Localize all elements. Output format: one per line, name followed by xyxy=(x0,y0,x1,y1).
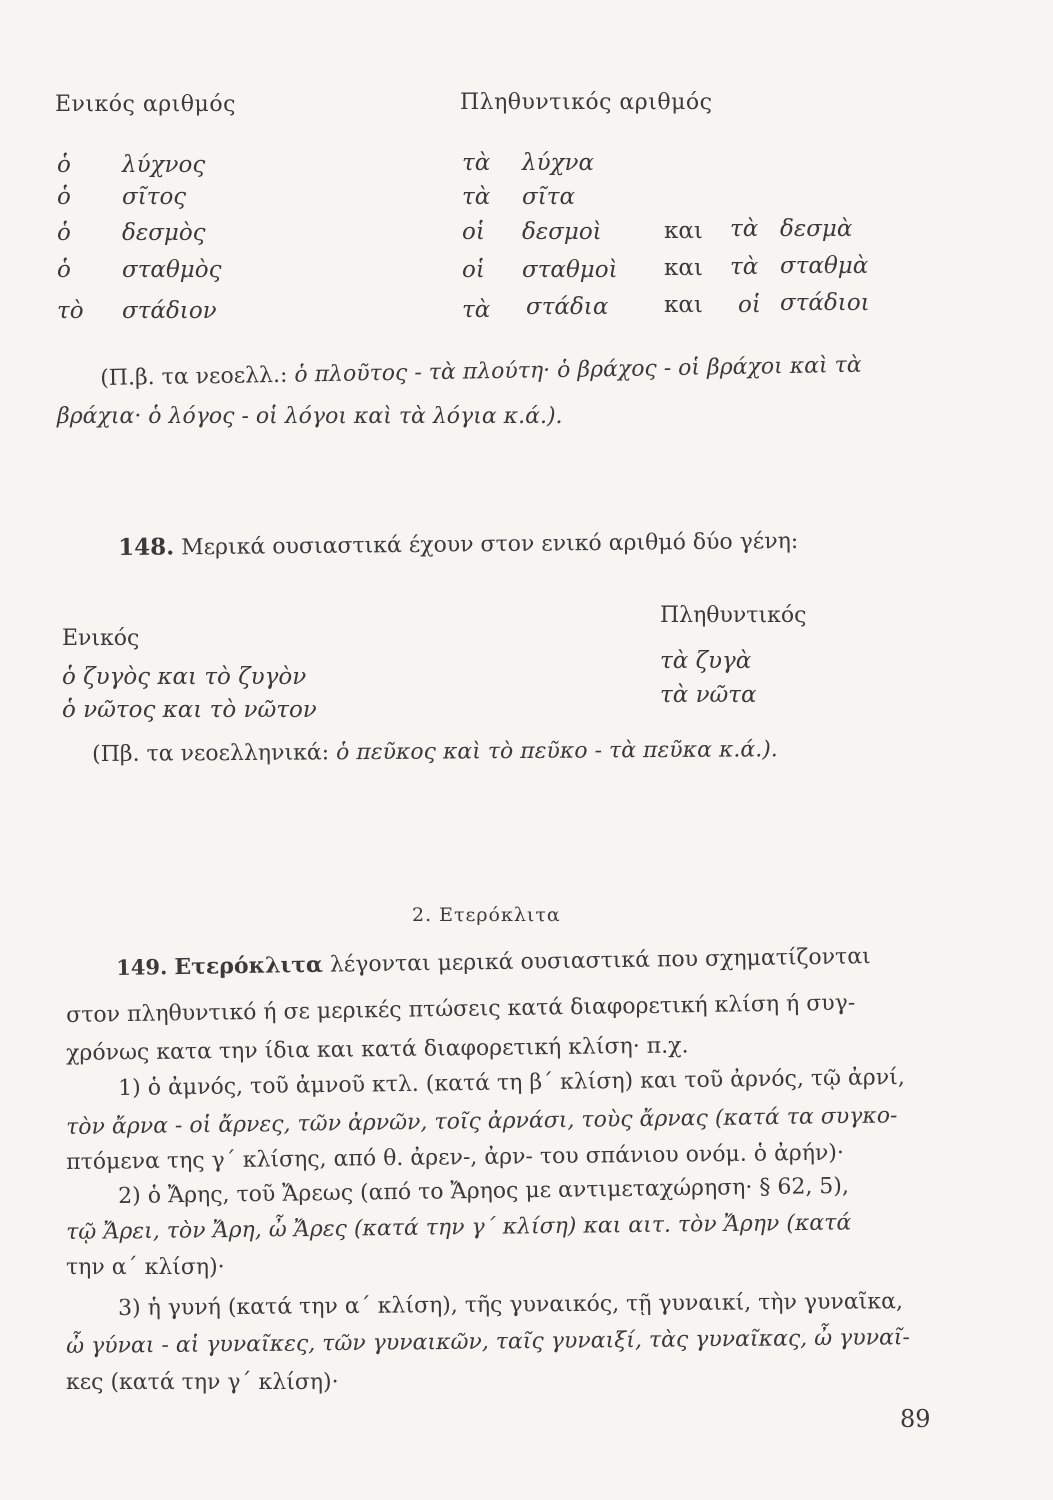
comparison-note-148 xyxy=(92,737,778,767)
alt-noun: δεσμὰ xyxy=(780,216,853,242)
comparison-note xyxy=(100,353,862,391)
example-2-line: την α΄ κλίση)· xyxy=(66,1255,225,1280)
singular-noun: σταθμὸς xyxy=(122,257,222,283)
alt-noun: στάδιοι xyxy=(780,290,870,316)
conjunction: και xyxy=(664,255,703,281)
plural-article: τὰ xyxy=(462,297,491,323)
example-1: 1) ὁ ἀμνός, τοῦ ἀμνοῦ κτλ. (κατά τη β΄ κλίση) και τοῦ ἀρνός, τῷ ἀρνί, xyxy=(118,1065,905,1101)
paragraph-149 xyxy=(116,943,871,981)
note-prefix: (Π.β. τα νεοελλ.: xyxy=(100,362,295,391)
alt-noun: σταθμὰ xyxy=(780,253,869,279)
article: ὁ xyxy=(57,220,71,246)
paragraph-text: λέγονται μερικά ουσιαστικά που σχηματίζονται xyxy=(322,944,871,978)
example-1-line: τὸν ἄρνα - οἱ ἄρνες, τῶν ἀρνῶν, τοῖς ἀρνάσι, τοὺς ἄρνας (κατά τα συγκο- xyxy=(66,1103,898,1140)
paragraph-line: χρόνως κατα την ίδια και κατά διαφορετική κλίση· π.χ. xyxy=(66,1033,689,1066)
conjunction: και xyxy=(664,218,703,244)
plural-article: τὰ xyxy=(462,150,491,176)
singular-noun: στάδιον xyxy=(122,298,217,324)
plural-noun: δεσμοὶ xyxy=(522,219,602,245)
conjunction: και xyxy=(664,292,703,318)
singular-forms: ὁ νῶτος και τὸ νῶτον xyxy=(62,697,317,723)
singular-noun: δεσμὸς xyxy=(122,220,206,246)
plural-article: οἱ xyxy=(462,257,485,283)
note-examples: ὁ πεῦκος καὶ τὸ πεῦκο - τὰ πεῦκα κ.ά.). xyxy=(335,737,778,766)
section-title: 2. Ετερόκλιτα xyxy=(412,904,561,926)
example-3-line: ὦ γύναι - αἱ γυναῖκες, τῶν γυναικῶν, ταῖς γυναιξί, τὰς γυναῖκας, ὦ γυναῖ- xyxy=(66,1325,911,1359)
plural-noun: λύχνα xyxy=(522,150,595,176)
plural-header: Πληθυντικός αριθμός xyxy=(460,90,713,115)
note-examples: ὁ πλοῦτος - τὰ πλούτη· ὁ βράχος - οἱ βράχοι καὶ τὰ xyxy=(294,352,862,388)
example-3-line: κες (κατά την γ΄ κλίση)· xyxy=(66,1370,339,1395)
article: ὁ xyxy=(57,152,71,178)
note-prefix: (Πβ. τα νεοελληνικά: xyxy=(92,740,337,767)
plural-article: οἱ xyxy=(462,219,485,245)
plural-forms: τὰ νῶτα xyxy=(660,682,757,708)
example-2: 2) ὁ Ἄρης, τοῦ Ἄρεως (από το Ἄρηος με αντιμεταχώρηση· § 62, 5), xyxy=(118,1173,850,1209)
singular-header-148: Ενικός xyxy=(62,626,140,651)
page-number: 89 xyxy=(900,1405,931,1433)
article: τὸ xyxy=(57,298,84,324)
paragraph-number: 149. xyxy=(116,954,168,980)
paragraph-text: Μερικά ουσιαστικά έχουν στον ενικό αριθμό δύο γένη: xyxy=(181,528,799,561)
singular-noun: λύχνος xyxy=(122,152,206,178)
plural-forms: τὰ ζυγὰ xyxy=(660,648,752,674)
alt-article: τὰ xyxy=(730,254,759,280)
paragraph-line: στον πληθυντικό ή σε μερικές πτώσεις κατά διαφορετική κλίση ή συγ- xyxy=(66,990,856,1028)
example-3: 3) ἡ γυνή (κατά την α΄ κλίση), τῆς γυναικός, τῇ γυναικί, τὴν γυναῖκα, xyxy=(118,1289,904,1321)
paragraph-number: 148. xyxy=(118,533,175,561)
plural-noun: σταθμοὶ xyxy=(522,257,618,283)
alt-article: οἱ xyxy=(738,292,761,318)
defined-term: Ετερόκλιτα xyxy=(174,951,324,981)
plural-noun: στάδια xyxy=(526,294,609,320)
plural-noun: σῖτα xyxy=(522,184,575,210)
article: ὁ xyxy=(57,184,71,210)
singular-header: Ενικός αριθμός xyxy=(55,92,236,117)
example-1-line: πτόμενα της γ΄ κλίσης, από θ. ἀρεν-, ἀρν- του σπάνιου ονόμ. ὁ ἀρήν)· xyxy=(66,1140,845,1175)
article: ὁ xyxy=(57,257,71,283)
alt-article: τὰ xyxy=(730,216,759,242)
plural-header-148: Πληθυντικός xyxy=(660,603,807,628)
plural-article: τὰ xyxy=(462,184,491,210)
paragraph-148 xyxy=(118,527,798,561)
comparison-note-line2: βράχια· ὁ λόγος - οἱ λόγοι καὶ τὰ λόγια κ.ά.). xyxy=(57,404,563,429)
singular-noun: σῖτος xyxy=(122,184,187,210)
singular-forms: ὁ ζυγὸς και τὸ ζυγὸν xyxy=(62,664,307,690)
example-2-line: τῷ Ἄρει, τὸν Ἄρη, ὦ Ἄρες (κατά την γ΄ κλίση) και αιτ. τὸν Ἄρην (κατά xyxy=(66,1210,852,1245)
